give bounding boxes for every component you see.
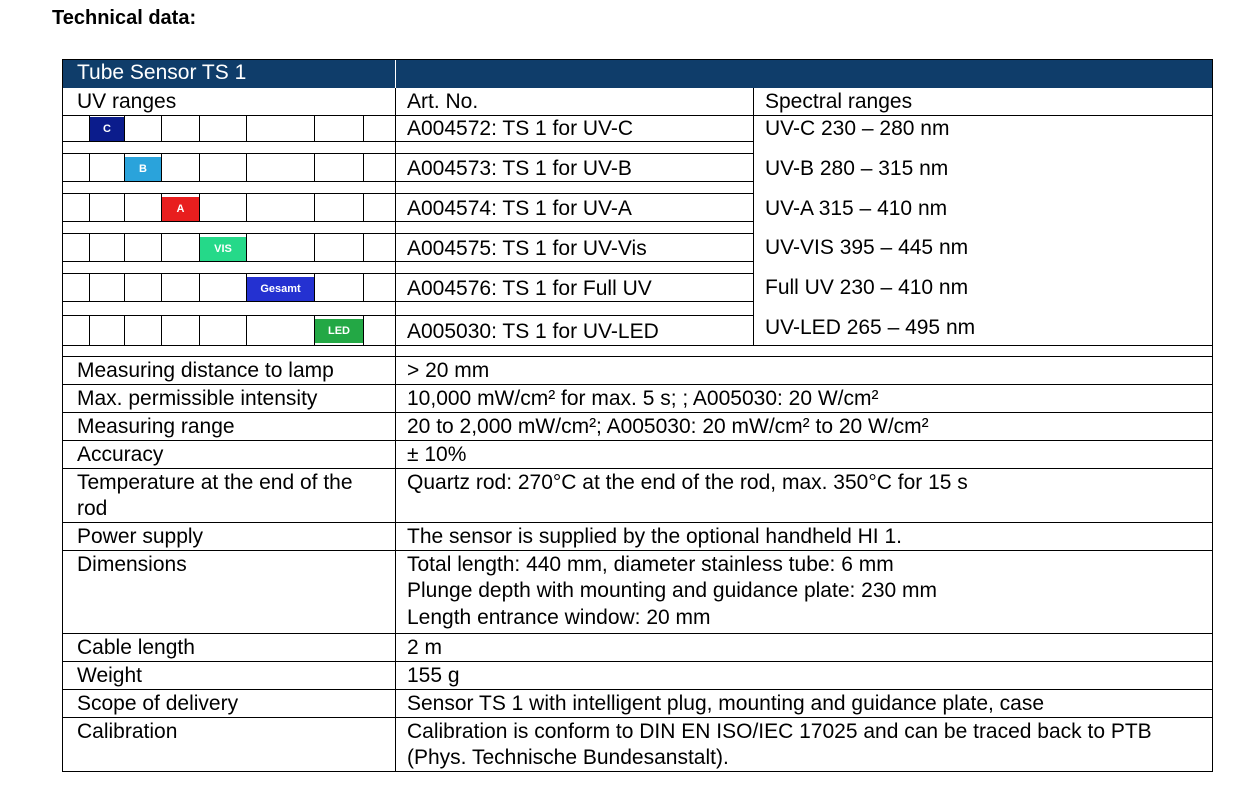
row-divider [63, 356, 1212, 357]
uv-grid-cell-border [124, 233, 125, 261]
uv-grid-cell-border [246, 153, 247, 181]
spec-label: Measuring distance to lamp [77, 359, 334, 382]
uv-grid-cell-border [199, 273, 200, 301]
spec-label: Power supply [77, 525, 204, 548]
section-heading: Technical data: [52, 7, 197, 29]
uv-grid-cell-border [89, 273, 90, 301]
full-uv-badge: Gesamt [247, 277, 314, 301]
spec-label: Measuring range [77, 415, 235, 438]
uv-grid-cell-border [124, 115, 125, 141]
uv-grid-cell-border [199, 315, 200, 345]
spec-label: Calibration [77, 720, 178, 743]
spec-value: Sensor TS 1 with intelligent plug, mounting and guidance plate, case [407, 692, 1045, 715]
spectral-ranges-header: Spectral ranges [765, 90, 913, 113]
spectral-range: UV-C 230 – 280 nm [765, 117, 950, 140]
uv-grid-cell-border [363, 115, 364, 141]
spec-value: Plunge depth with mounting and guidance plate: 230 mm [407, 579, 938, 602]
art-no-header: Art. No. [407, 90, 479, 113]
row-divider [63, 633, 1212, 634]
table-title-bar [63, 60, 1212, 88]
spec-value: Calibration is conform to DIN EN ISO/IEC 17025 and can be traced back to PTB (Phys. Technische Bundesanstalt). [407, 720, 1152, 769]
uv-grid-cell-border [314, 233, 315, 261]
uv-a-badge: A [162, 197, 199, 221]
uv-grid-cell-border [89, 315, 90, 345]
uv-grid-cell-border [363, 315, 364, 345]
row-divider [63, 550, 1212, 551]
article-number: A004575: TS 1 for UV-Vis [407, 237, 647, 260]
row-divider [63, 689, 1212, 690]
grid-line [63, 315, 753, 316]
row-divider [63, 522, 1212, 523]
row-divider [63, 412, 1212, 413]
row-divider [63, 345, 1212, 346]
spec-value: 2 m [407, 636, 443, 659]
uv-b-badge: B [125, 157, 161, 181]
spec-label: Max. permissible intensity [77, 387, 318, 410]
spec-value: Length entrance window: 20 mm [407, 606, 711, 629]
uv-grid-cell-border [161, 233, 162, 261]
article-number: A004572: TS 1 for UV-C [407, 117, 634, 140]
article-number: A004576: TS 1 for Full UV [407, 277, 652, 300]
spectral-range: UV-LED 265 – 495 nm [765, 316, 976, 339]
uv-grid-cell-border [246, 115, 247, 141]
row-divider [63, 468, 1212, 469]
spec-label: Dimensions [77, 553, 187, 576]
spec-value: > 20 mm [407, 359, 490, 382]
uv-grid-cell-border [124, 193, 125, 221]
uv-grid-cell-border [124, 273, 125, 301]
row-divider [63, 661, 1212, 662]
uv-grid-cell-border [89, 193, 90, 221]
title-bar-divider [395, 60, 396, 88]
grid-line [63, 193, 753, 194]
uv-grid-cell-border [363, 193, 364, 221]
uv-grid-cell-border [314, 153, 315, 181]
uv-grid-cell-border [363, 153, 364, 181]
uv-grid-cell-border [199, 193, 200, 221]
technical-data-table [62, 59, 1213, 772]
uv-grid-cell-border [124, 315, 125, 345]
uv-grid-cell-border [363, 273, 364, 301]
uv-grid-cell-border [199, 153, 200, 181]
article-number: A004573: TS 1 for UV-B [407, 157, 632, 180]
spec-label: Accuracy [77, 443, 164, 466]
table-title: Tube Sensor TS 1 [77, 61, 247, 84]
uv-ranges-header: UV ranges [77, 90, 177, 113]
row-divider [63, 115, 1212, 116]
row-divider [63, 384, 1212, 385]
row-divider [63, 440, 1212, 441]
uv-grid-cell-border [246, 233, 247, 261]
article-number: A004574: TS 1 for UV-A [407, 197, 632, 220]
spec-value: 20 to 2,000 mW/cm²; A005030: 20 mW/cm² to 20 W/cm² [407, 415, 929, 438]
spec-value: ± 10% [407, 443, 467, 466]
grid-line [63, 153, 753, 154]
uv-led-badge: LED [315, 319, 363, 343]
grid-line [63, 233, 753, 234]
uv-grid-cell-border [314, 193, 315, 221]
uv-grid-cell-border [363, 233, 364, 261]
spec-label: Temperature at the end of the rod [77, 471, 353, 520]
article-number: A005030: TS 1 for UV-LED [407, 320, 659, 343]
spectral-range: UV-A 315 – 410 nm [765, 197, 948, 220]
uv-vis-badge: VIS [200, 237, 246, 261]
uv-grid-cell-border [161, 315, 162, 345]
uv-grid-cell-border [246, 193, 247, 221]
uv-grid-cell-border [89, 233, 90, 261]
row-divider [63, 717, 1212, 718]
spectral-range: UV-B 280 – 315 nm [765, 157, 949, 180]
uv-grid-cell-border [89, 153, 90, 181]
spec-value: The sensor is supplied by the optional handheld HI 1. [407, 525, 902, 548]
spec-value: Total length: 440 mm, diameter stainless tube: 6 mm [407, 553, 894, 576]
spec-label: Cable length [77, 636, 195, 659]
spectral-range: Full UV 230 – 410 nm [765, 276, 969, 299]
uv-grid-cell-border [199, 115, 200, 141]
spec-value: 155 g [407, 664, 460, 687]
grid-line [63, 273, 753, 274]
spec-label: Scope of delivery [77, 692, 239, 715]
spectral-range: UV-VIS 395 – 445 nm [765, 236, 969, 259]
uv-grid-cell-border [314, 115, 315, 141]
uv-grid-cell-border [161, 273, 162, 301]
uv-grid-cell-border [246, 315, 247, 345]
uv-grid-cell-border [314, 273, 315, 301]
column-divider [395, 88, 396, 771]
spec-label: Weight [77, 664, 142, 687]
uv-c-badge: C [90, 117, 124, 141]
spec-value: 10,000 mW/cm² for max. 5 s; ; A005030: 20 W/cm² [407, 387, 879, 410]
uv-grid-cell-border [161, 153, 162, 181]
uv-grid-cell-border [161, 115, 162, 141]
spec-value: Quartz rod: 270°C at the end of the rod, max. 350°C for 15 s [407, 471, 968, 494]
column-divider-spectral [753, 88, 754, 345]
